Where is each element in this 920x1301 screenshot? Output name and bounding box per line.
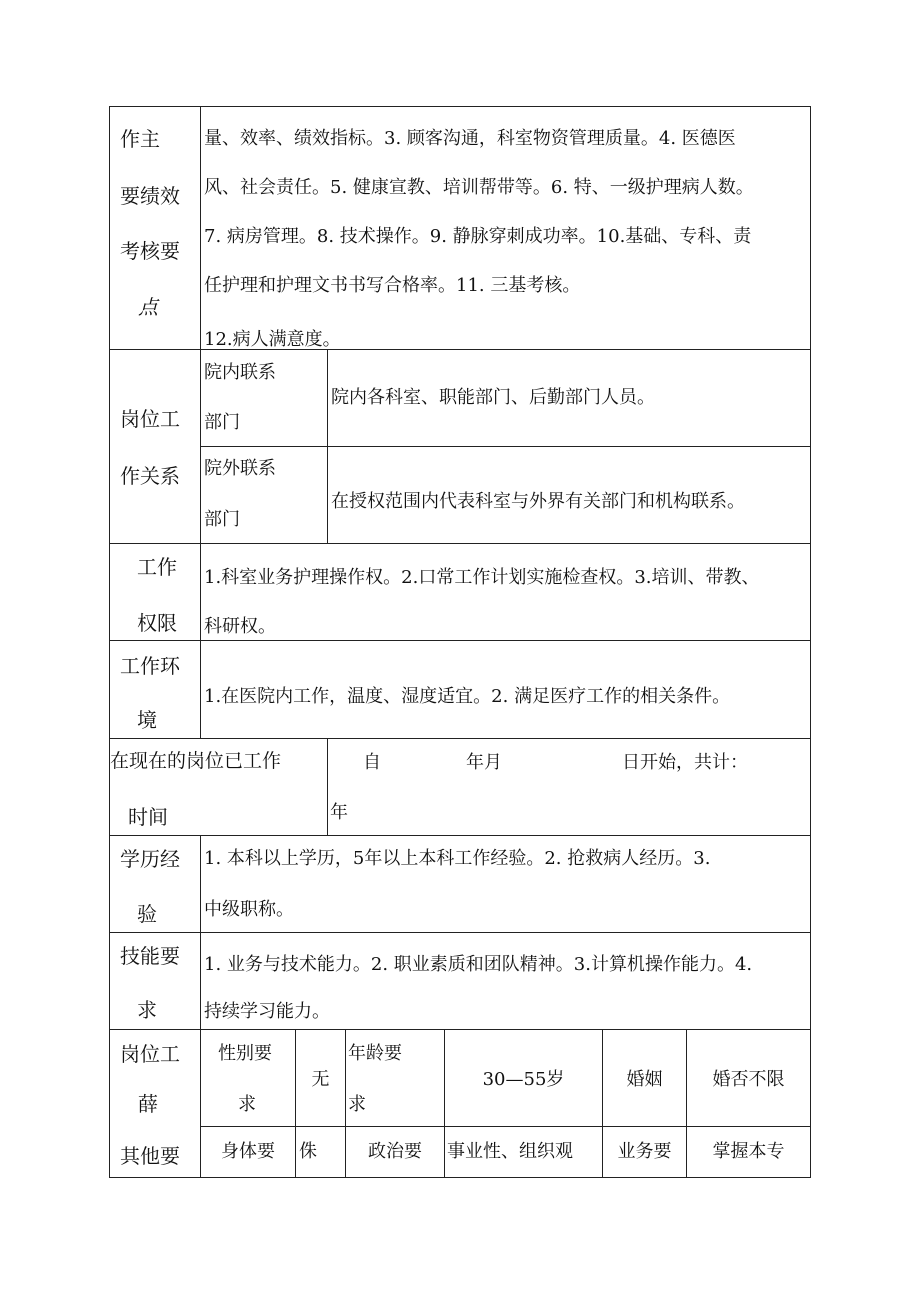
authority-content-line: 科研权。 <box>204 616 276 637</box>
marriage-label: 婚姻 <box>626 1069 663 1090</box>
relations-sub-divider <box>327 349 328 544</box>
other-col-divider <box>295 1029 296 1178</box>
education-content-line: 1. 本科以上学历，5年以上本科工作经验。2. 抢救病人经历。3. <box>204 848 711 869</box>
tenure-years: 年 <box>330 802 348 823</box>
row-divider <box>200 1126 811 1127</box>
environment-content: 1.在医院内工作，温度、湿度适宜。2. 满足医疗工作的相关条件。 <box>204 686 731 707</box>
authority-label-line: 工作 <box>137 555 177 579</box>
tenure-from: 自 <box>363 752 381 773</box>
health-requirement-label: 身体要 <box>221 1141 275 1162</box>
other-label-line: 薛 <box>138 1092 158 1116</box>
education-label-line: 验 <box>137 902 157 926</box>
health-requirement-value: 侏 <box>299 1141 317 1162</box>
row-divider <box>109 640 811 641</box>
business-requirement-value: 掌握本专 <box>712 1141 785 1162</box>
table-border-left <box>109 106 110 1178</box>
external-contact-content: 在授权范围内代表科室与外界有关部门和机构联系。 <box>331 491 745 512</box>
environment-label-line: 境 <box>137 708 157 732</box>
tenure-day-start: 日开始，共计： <box>622 752 748 773</box>
age-requirement-value: 30—55岁 <box>482 1069 565 1090</box>
authority-content-line: 1.科室业务护理操作权。2.口常工作计划实施检查权。3.培训、带教、 <box>204 567 760 588</box>
tenure-year-month: 年月 <box>466 752 502 773</box>
gender-requirement-value: 无 <box>311 1069 330 1090</box>
kpi-label-line: 作主 <box>120 127 160 151</box>
relations-label-line: 作关系 <box>120 464 180 488</box>
internal-contact-content: 院内各科室、职能部门、后勤部门人员。 <box>331 387 655 408</box>
skills-label-line: 求 <box>137 998 157 1022</box>
kpi-content-line: 7. 病房管理。8. 技术操作。9. 静脉穿刺成功率。10.基础、专科、责 <box>204 226 752 247</box>
table-border-bottom <box>109 1177 811 1178</box>
political-requirement-value: 事业性、组织观 <box>447 1141 573 1162</box>
age-requirement-label: 求 <box>348 1094 366 1115</box>
marriage-value: 婚否不限 <box>712 1069 785 1090</box>
row-divider <box>109 543 811 544</box>
internal-contact-label: 部门 <box>204 412 240 433</box>
row-divider <box>200 446 811 447</box>
authority-label-line: 权限 <box>137 611 177 635</box>
kpi-label-line: 考核要 <box>120 239 180 263</box>
skills-label-line: 技能要 <box>120 944 180 968</box>
row-divider <box>109 932 811 933</box>
external-contact-label: 部门 <box>204 509 240 530</box>
education-content-line: 中级职称。 <box>204 899 294 920</box>
tenure-divider <box>327 738 328 836</box>
table-border-top <box>109 106 811 107</box>
education-label-line: 学历经 <box>120 847 180 871</box>
other-col-divider <box>444 1029 445 1178</box>
external-contact-label: 院外联系 <box>204 458 276 479</box>
kpi-content-line: 12.病人满意度。 <box>204 329 341 350</box>
tenure-label-line: 时间 <box>128 805 168 829</box>
age-requirement-label: 年龄要 <box>348 1043 402 1064</box>
tenure-label-line: 在现在的岗位已工作 <box>110 750 282 772</box>
row-divider <box>109 1029 811 1030</box>
skills-content-line: 持续学习能力。 <box>204 1001 330 1022</box>
skills-content-line: 1. 业务与技术能力。2. 职业素质和团队精神。3.计算机操作能力。4. <box>204 954 753 975</box>
relations-label-line: 岗位工 <box>120 407 180 431</box>
row-divider <box>109 738 811 739</box>
internal-contact-label: 院内联系 <box>204 362 276 383</box>
environment-label-line: 工作环 <box>120 654 180 678</box>
kpi-label-line: 点 <box>138 295 158 319</box>
other-label-line: 其他要 <box>120 1144 180 1168</box>
kpi-label-line: 要绩效 <box>120 184 180 208</box>
other-label-line: 岗位工 <box>120 1042 180 1066</box>
gender-requirement-label: 求 <box>238 1094 256 1115</box>
row-divider <box>109 835 811 836</box>
table-border-right <box>810 106 811 1178</box>
kpi-content-line: 量、效率、绩效指标。3. 顾客沟通，科室物资管理质量。4. 医德医 <box>204 128 736 149</box>
label-column-divider <box>200 106 201 739</box>
political-requirement-label: 政治要 <box>368 1141 422 1162</box>
kpi-content-line: 任护理和护理文书书写合格率。11. 三基考核。 <box>204 275 581 296</box>
gender-requirement-label: 性别要 <box>218 1043 272 1064</box>
business-requirement-label: 业务要 <box>617 1141 672 1162</box>
kpi-content-line: 风、社会责任。5. 健康宣教、培训帮带等。6. 特、一级护理病人数。 <box>204 177 754 198</box>
